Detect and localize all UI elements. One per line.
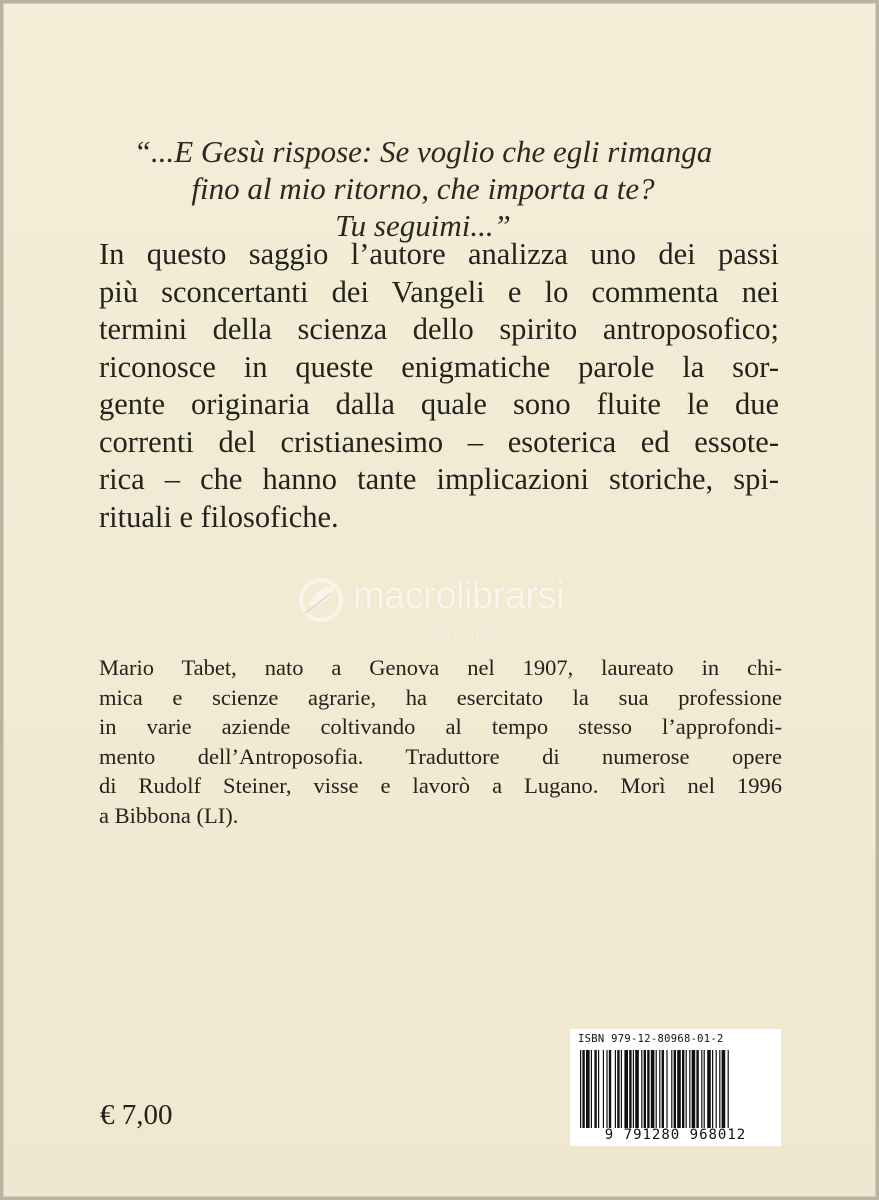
barcode-bars [578,1050,773,1128]
bio-line: a Bibbona (LI). [99,802,239,828]
barcode-digits: 9 791280 968012 [604,1127,747,1143]
description-line: riconosce in queste enigmatiche parole la sor- [99,349,779,384]
leaf-logo-icon [295,575,347,625]
quote-line-3: Tu seguimi...” [335,208,511,243]
description-line: rica – che hanno tante implicazioni storiche, spi- [99,462,779,496]
isbn-label: ISBN 979-12-80968-01-2 [578,1033,724,1045]
bio-line: di Rudolf Steiner, visse e lavorò a Lugano. Morì nel 1996 [99,773,782,798]
bio-line: in varie aziende coltivando al tempo stesso l’approfondi- [99,714,782,739]
quote-line-2: fino al mio ritorno, che importa a te? [191,171,655,206]
description-line: In questo saggio l’autore analizza uno dei passi [99,237,779,271]
isbn-barcode [570,1029,781,1146]
book-description [99,236,779,536]
price-label: € 7,00 [100,1099,173,1131]
watermark-tagline: ALTERNATIVA NATURALE [433,619,532,641]
bio-line: mica e scienze agrarie, ha esercitato la sua professione [99,684,782,710]
description-line: gente originaria dalla quale sono fluite le due [99,387,779,421]
description-line: correnti del cristianesimo – esoterica ed essote- [99,424,779,459]
description-line: termini della scienza dello spirito antroposofico; [99,312,779,346]
watermark-name: macrolibrarsi [353,575,564,617]
quote-line-1: “...E Gesù rispose: Se voglio che egli rimanga [133,134,713,169]
author-bio [99,653,782,830]
bio-line: mento dell’Antroposofia. Traduttore di numerose opere [99,743,782,769]
description-line: rituali e filosofiche. [99,499,339,534]
description-line: più sconcertanti dei Vangeli e lo commenta nei [99,274,779,309]
epigraph-quote [103,133,743,244]
macrolibrarsi-watermark [295,575,595,641]
bio-line: Mario Tabet, nato a Genova nel 1907, laureato in chi- [99,655,782,680]
